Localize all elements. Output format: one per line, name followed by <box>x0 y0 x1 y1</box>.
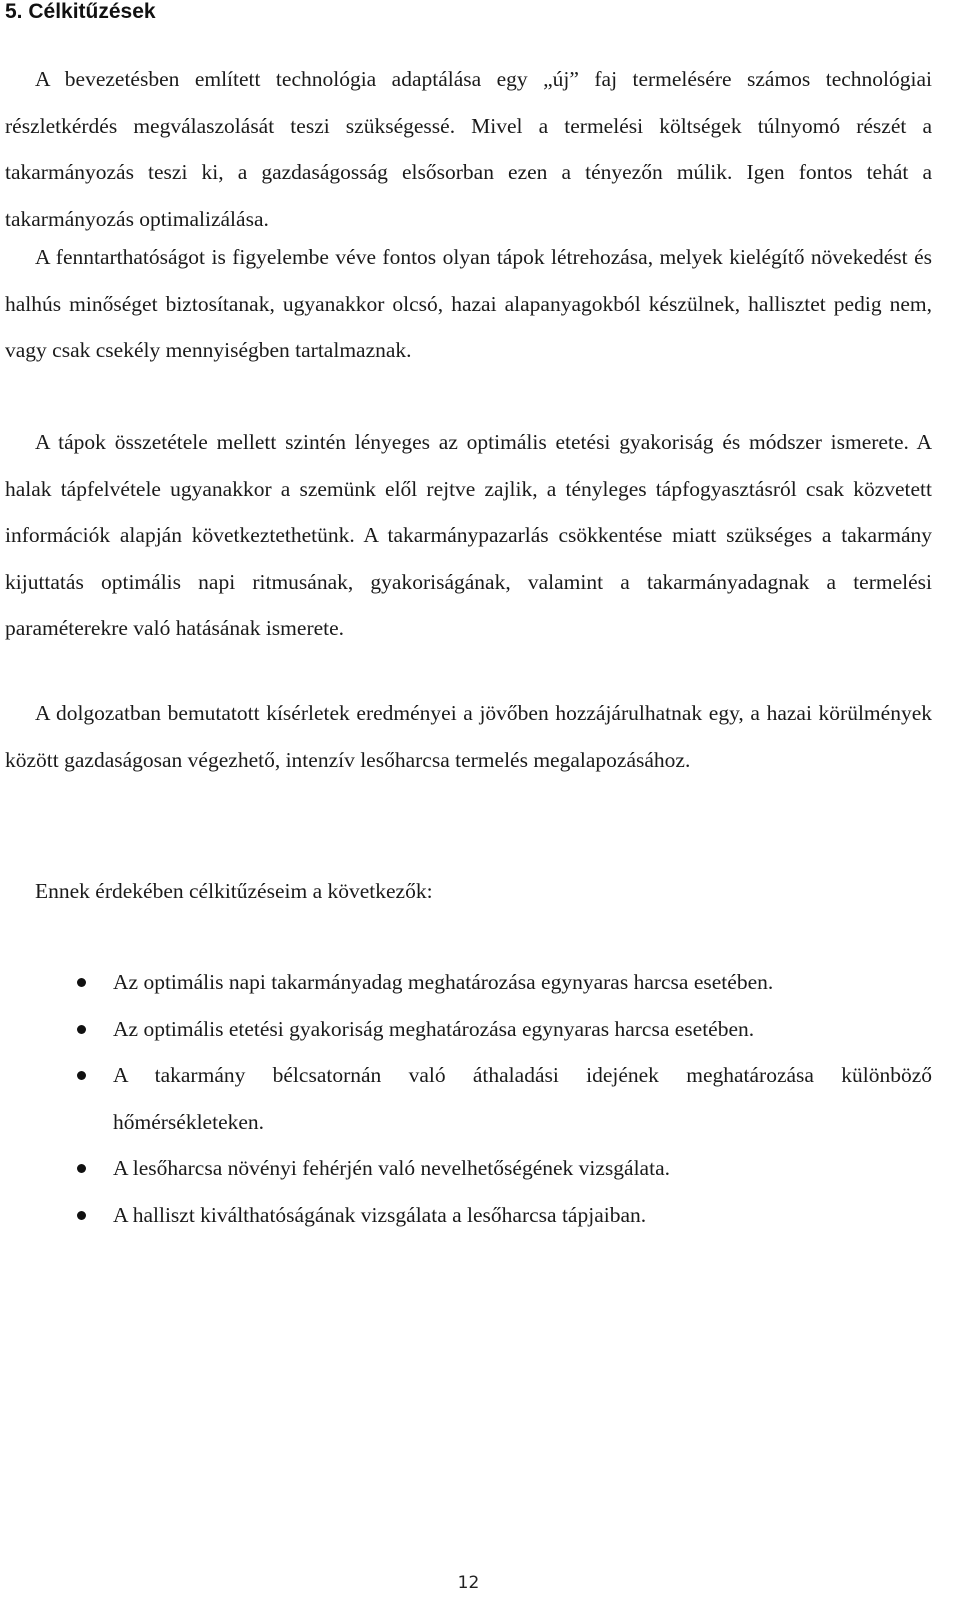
bullet-icon <box>77 978 86 987</box>
goal-text: Az optimális napi takarmányadag meghatározása egynyaras harcsa esetében. <box>113 970 774 994</box>
page-number: 12 <box>457 1573 480 1593</box>
bullet-icon <box>77 1211 86 1220</box>
goal-item <box>5 1052 932 1145</box>
goals-intro: Ennek érdekében célkitűzéseim a következők: <box>35 879 433 903</box>
paragraph-outlook: A dolgozatban bemutatott kísérletek eredményei a jövőben hozzájárulhatnak egy, a hazai körülmények között gazdaságosan végezhető, intenzív lesőharcsa termelés megalapozásához. <box>5 701 932 772</box>
paragraph-feeding-frequency: A tápok összetétele mellett szintén lényeges az optimális etetési gyakoriság és módszer ismerete. A halak tápfelvétele ugyanakkor a szemünk elől rejtve zajlik, a tényleges tápfogyasztásról csak közvetett információk alapján következtethetünk. A takarmánypazarlás csökkentése miatt szükséges a takarmány kijuttatás optimális napi ritmusának, gyakoriságának, valamint a takarmányadagnak a termelési paraméterekre való hatásának ismerete. <box>5 430 932 640</box>
bullet-icon <box>77 1071 86 1080</box>
bullet-icon <box>77 1164 86 1173</box>
goal-item <box>5 1006 932 1053</box>
goal-item <box>5 959 932 1006</box>
goal-text: A lesőharcsa növényi fehérjén való nevelhetőségének vizsgálata. <box>113 1156 670 1180</box>
paragraph-sustainability: A fenntarthatóságot is figyelembe véve fontos olyan tápok létrehozása, melyek kielégítő növekedést és halhús minőséget biztosítanak, ugyanakkor olcsó, hazai alapanyagokból készülnek, hallisztet pedig nem, vagy csak csekély mennyiségben tartalmaznak. <box>5 245 932 362</box>
goal-text: A halliszt kiválthatóságának vizsgálata a lesőharcsa tápjaiban. <box>113 1202 647 1227</box>
goal-item <box>5 1192 932 1239</box>
goal-text: A takarmány bélcsatornán való áthaladási idejének meghatározása különböző hőmérsékleteken. <box>113 1063 932 1134</box>
goals-list <box>5 959 932 1238</box>
paragraph-intro: A bevezetésben említett technológia adaptálása egy „új” faj termelésére számos technológiai részletkérdés megválaszolását teszi szükségessé. Mivel a termelési költségek túlnyomó részét a takarmányozás teszi ki, a gazdaságosság elsősorban ezen a tényezőn múlik. Igen fontos tehát a takarmányozás optimalizálása. <box>5 67 932 231</box>
section-heading: 5. Célkitűzések <box>5 0 156 23</box>
goal-text: Az optimális etetési gyakoriság meghatározása egynyaras harcsa esetében. <box>113 1016 755 1041</box>
goal-item <box>5 1145 932 1192</box>
bullet-icon <box>77 1025 86 1034</box>
